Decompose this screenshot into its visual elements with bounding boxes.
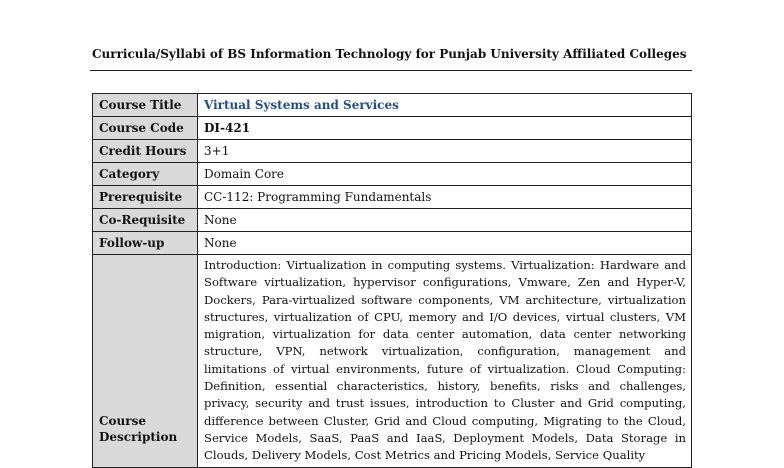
table-row [93, 94, 692, 117]
follow-up-label: Follow-up [93, 232, 198, 255]
table-row [93, 209, 692, 232]
page-header: Curricula/Syllabi of BS Information Technology for Punjab University Affiliated Colleges [92, 47, 687, 61]
table-row [93, 117, 692, 140]
table-row [93, 163, 692, 186]
course-description-label [93, 255, 198, 468]
header-divider [90, 70, 692, 71]
co-requisite-value: None [198, 209, 692, 232]
credit-hours-label: Credit Hours [93, 140, 198, 163]
table-row [93, 186, 692, 209]
course-code-value: DI-421 [198, 117, 692, 140]
course-title-label: Course Title [93, 94, 198, 117]
course-title-value: Virtual Systems and Services [198, 94, 692, 117]
course-description-label-line1: Course [99, 413, 146, 428]
course-info-table [92, 93, 692, 468]
category-value: Domain Core [198, 163, 692, 186]
co-requisite-label: Co-Requisite [93, 209, 198, 232]
category-label: Category [93, 163, 198, 186]
table-row [93, 140, 692, 163]
credit-hours-value: 3+1 [198, 140, 692, 163]
table-row [93, 232, 692, 255]
course-description-label-line2: Description [99, 429, 178, 444]
table-row [93, 255, 692, 468]
follow-up-value: None [198, 232, 692, 255]
course-code-label: Course Code [93, 117, 198, 140]
prerequisite-label: Prerequisite [93, 186, 198, 209]
course-description-value: Introduction: Virtualization in computing systems. Virtualization: Hardware and Software virtualization, hypervisor configurations, Vmware, Zen and Hyper-V, Dockers, Para-virtualized software components, VM architecture, virtualization structures, virtualization of CPU, memory and I/O devices, virtual clusters, VM migration, virtualization for data center automation, data center networking structure, VPN, network virtualization, configuration, management and limitations of virtual environments, future of virtualization. Cloud Computing: Definition, essential characteristics, history, benefits, risks and challenges, privacy, security and trust issues, introduction to Cluster and Grid computing, difference between Cluster, Grid and Cloud computing, Migrating to the Cloud, Service Models, SaaS, PaaS and IaaS, Deployment Models, Data Storage in Clouds, Delivery Models, Cost Metrics and Pricing Models, Service Quality [198, 255, 692, 468]
prerequisite-value: CC-112: Programming Fundamentals [198, 186, 692, 209]
